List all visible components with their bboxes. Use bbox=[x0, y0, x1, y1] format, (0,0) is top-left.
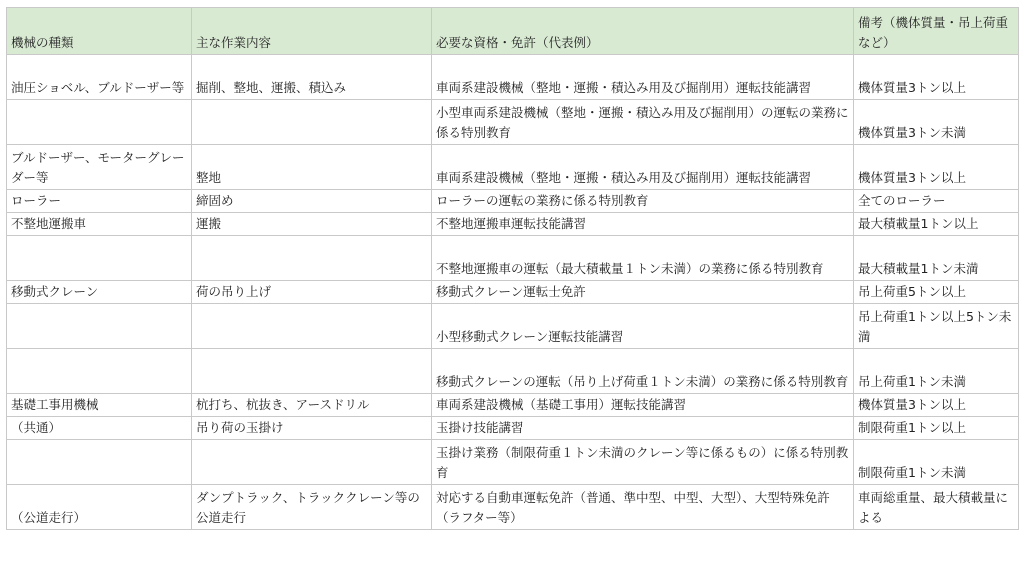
cell-machine-type bbox=[7, 304, 192, 349]
cell-machine-type: ローラー bbox=[7, 190, 192, 213]
cell-remarks: 最大積載量1トン未満 bbox=[854, 236, 1019, 281]
cell-main-work bbox=[192, 349, 432, 394]
cell-remarks: 機体質量3トン以上 bbox=[854, 145, 1019, 190]
table-row bbox=[7, 236, 1019, 281]
cell-main-work: 掘削、整地、運搬、積込み bbox=[192, 55, 432, 100]
cell-machine-type: 基礎工事用機械 bbox=[7, 394, 192, 417]
table-row bbox=[7, 440, 1019, 485]
cell-machine-type: 移動式クレーン bbox=[7, 281, 192, 304]
cell-required-license: 不整地運搬車運転技能講習 bbox=[432, 213, 854, 236]
table-row bbox=[7, 213, 1019, 236]
cell-machine-type: 不整地運搬車 bbox=[7, 213, 192, 236]
cell-required-license: 玉掛け業務（制限荷重１トン未満のクレーン等に係るもの）に係る特別教育 bbox=[432, 440, 854, 485]
cell-remarks: 制限荷重1トン未満 bbox=[854, 440, 1019, 485]
cell-main-work: 杭打ち、杭抜き、アースドリル bbox=[192, 394, 432, 417]
cell-required-license: 小型車両系建設機械（整地・運搬・積込み用及び掘削用）の運転の業務に係る特別教育 bbox=[432, 100, 854, 145]
cell-required-license: 車両系建設機械（整地・運搬・積込み用及び掘削用）運転技能講習 bbox=[432, 145, 854, 190]
header-machine-type: 機械の種類 bbox=[7, 8, 192, 55]
table-row bbox=[7, 145, 1019, 190]
header-row bbox=[7, 8, 1019, 55]
cell-remarks: 機体質量3トン以上 bbox=[854, 55, 1019, 100]
cell-remarks: 吊上荷重1トン未満 bbox=[854, 349, 1019, 394]
cell-main-work bbox=[192, 440, 432, 485]
cell-remarks: 機体質量3トン以上 bbox=[854, 394, 1019, 417]
cell-remarks: 吊上荷重5トン以上 bbox=[854, 281, 1019, 304]
cell-remarks: 全てのローラー bbox=[854, 190, 1019, 213]
cell-main-work bbox=[192, 100, 432, 145]
table-row bbox=[7, 394, 1019, 417]
cell-required-license: ローラーの運転の業務に係る特別教育 bbox=[432, 190, 854, 213]
table-row bbox=[7, 304, 1019, 349]
cell-remarks: 制限荷重1トン以上 bbox=[854, 417, 1019, 440]
cell-required-license: 車両系建設機械（基礎工事用）運転技能講習 bbox=[432, 394, 854, 417]
cell-required-license: 移動式クレーンの運転（吊り上げ荷重１トン未満）の業務に係る特別教育 bbox=[432, 349, 854, 394]
table-row bbox=[7, 55, 1019, 100]
cell-remarks: 最大積載量1トン以上 bbox=[854, 213, 1019, 236]
cell-main-work: 締固め bbox=[192, 190, 432, 213]
cell-remarks: 機体質量3トン未満 bbox=[854, 100, 1019, 145]
cell-main-work: 整地 bbox=[192, 145, 432, 190]
cell-machine-type: ブルドーザー、モーターグレーダー等 bbox=[7, 145, 192, 190]
cell-machine-type: （公道走行） bbox=[7, 485, 192, 530]
table-row bbox=[7, 100, 1019, 145]
cell-required-license: 移動式クレーン運転士免許 bbox=[432, 281, 854, 304]
cell-required-license: 小型移動式クレーン運転技能講習 bbox=[432, 304, 854, 349]
cell-machine-type: 油圧ショベル、ブルドーザー等 bbox=[7, 55, 192, 100]
cell-required-license: 玉掛け技能講習 bbox=[432, 417, 854, 440]
cell-required-license: 対応する自動車運転免許（普通、準中型、中型、大型）、大型特殊免許（ラフター等） bbox=[432, 485, 854, 530]
cell-main-work bbox=[192, 236, 432, 281]
cell-main-work: 運搬 bbox=[192, 213, 432, 236]
table-row bbox=[7, 190, 1019, 213]
cell-machine-type bbox=[7, 236, 192, 281]
cell-remarks: 車両総重量、最大積載量による bbox=[854, 485, 1019, 530]
cell-machine-type bbox=[7, 349, 192, 394]
cell-required-license: 車両系建設機械（整地・運搬・積込み用及び掘削用）運転技能講習 bbox=[432, 55, 854, 100]
cell-machine-type bbox=[7, 440, 192, 485]
header-remarks: 備考（機体質量・吊上荷重など） bbox=[854, 8, 1019, 55]
header-required-license: 必要な資格・免許（代表例） bbox=[432, 8, 854, 55]
cell-main-work: 吊り荷の玉掛け bbox=[192, 417, 432, 440]
cell-main-work: 荷の吊り上げ bbox=[192, 281, 432, 304]
cell-required-license: 不整地運搬車の運転（最大積載量１トン未満）の業務に係る特別教育 bbox=[432, 236, 854, 281]
table-row bbox=[7, 485, 1019, 530]
cell-main-work bbox=[192, 304, 432, 349]
cell-remarks: 吊上荷重1トン以上5トン未満 bbox=[854, 304, 1019, 349]
table-row bbox=[7, 417, 1019, 440]
equipment-license-table bbox=[6, 7, 1019, 530]
table-row bbox=[7, 349, 1019, 394]
cell-machine-type bbox=[7, 100, 192, 145]
header-main-work: 主な作業内容 bbox=[192, 8, 432, 55]
table-row bbox=[7, 281, 1019, 304]
cell-main-work: ダンプトラック、トラッククレーン等の公道走行 bbox=[192, 485, 432, 530]
cell-machine-type: （共通） bbox=[7, 417, 192, 440]
